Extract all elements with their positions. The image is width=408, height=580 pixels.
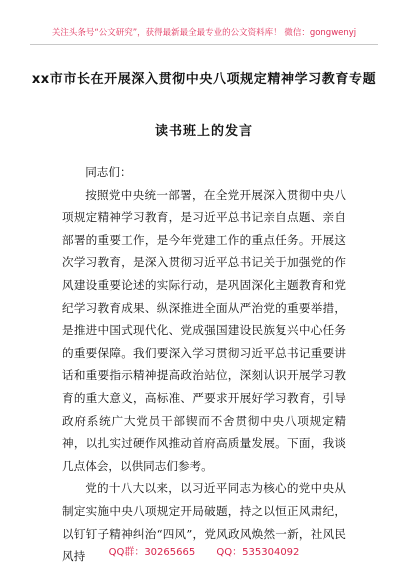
- document-title: xx市市长在开展深入贯彻中央八项规定精神学习教育专题: [31, 72, 377, 87]
- header-divider: [30, 44, 378, 45]
- footer-contact: [0, 543, 408, 558]
- document-body: [62, 161, 346, 568]
- footer-qq-group: QQ群：30265665: [108, 547, 196, 558]
- salutation: 同志们：: [85, 165, 132, 179]
- body-paragraph: 党的十八大以来，以习近平同志为核心的党中央从制定实施中央八项规定开局破题，持之以恒正风肃纪，以钉钉子精神纠治“四风”，党风政风焕然一新，社风民风持: [62, 481, 346, 564]
- body-paragraph: 按照党中央统一部署，在全党开展深入贯彻中央八项规定精神学习教育，是习近平总书记亲自点题、亲自部署的重要工作，是今年党建工作的重点任务。开展这次学习教育，是深入贯彻习近平总书记关于加强党的作风建设重要论述的实际行动，是巩固深化主题教育和党纪学习教育成果、纵深推进全面从严治党的重要举措，是推进中国式现代化、党成强国建设民族复兴中心任务的重要保障。我们要深入学习贯彻习近平总书记重要讲话和重要指示精神提高政治站位，深刻认识开展学习教育的重大意义，高标准、严要求开展好学习教育，引导政府系统广大党员干部锲而不舍贯彻中央八项规定精神，以扎实过硬作风推动首府高质量发展。下面，我谈几点体会，以供同志们参考。: [62, 187, 346, 473]
- header-promo-note: 关注头条号“公文研究”，获得最新最全最专业的公文资料库！ 微信：gongwenyj: [51, 28, 357, 38]
- footer-qq: QQ：535304092: [216, 547, 300, 558]
- document-subtitle: 读书班上的发言: [154, 124, 253, 139]
